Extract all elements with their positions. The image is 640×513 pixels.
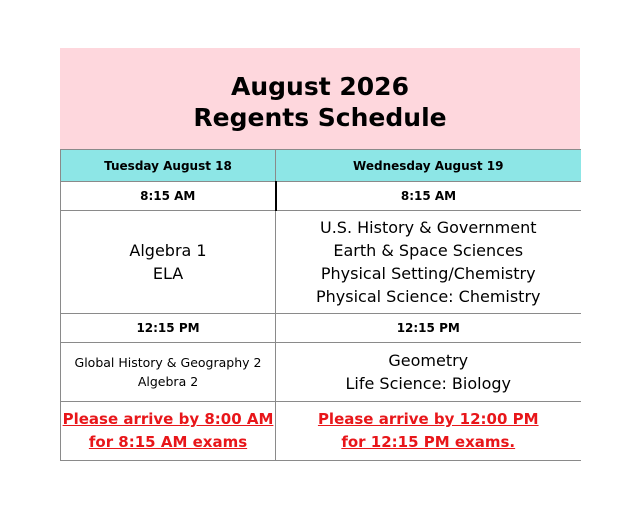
title-line-1: August 2026	[231, 71, 409, 101]
arrival-notice-row	[61, 402, 581, 461]
morning-time-row	[61, 182, 581, 211]
morning-exams-wednesday	[276, 211, 581, 314]
exam-name: Life Science: Biology	[345, 374, 511, 393]
exam-name: Geometry	[388, 351, 469, 370]
afternoon-exams-row	[61, 343, 581, 402]
morning-time-wednesday: 8:15 AM	[276, 182, 581, 211]
title-banner	[60, 48, 580, 149]
exam-name: Global History & Geography 2	[74, 355, 262, 370]
afternoon-time-wednesday: 12:15 PM	[276, 314, 581, 343]
notice-line: for 12:15 PM exams.	[341, 433, 516, 451]
exam-name: Algebra 2	[137, 374, 199, 389]
notice-line: for 8:15 AM exams	[88, 433, 248, 451]
day-header-row	[61, 150, 581, 182]
afternoon-exams-tuesday	[61, 343, 276, 402]
morning-exams-row	[61, 211, 581, 314]
afternoon-exams-wednesday	[276, 343, 581, 402]
morning-time-tuesday: 8:15 AM	[61, 182, 276, 211]
schedule-sheet	[60, 48, 580, 461]
day-header-tuesday: Tuesday August 18	[61, 150, 276, 182]
arrival-notice-tuesday	[61, 402, 276, 461]
schedule-table	[60, 149, 581, 461]
exam-name: U.S. History & Government	[320, 218, 537, 237]
notice-line: Please arrive by 8:00 AM	[62, 410, 274, 428]
afternoon-time-row	[61, 314, 581, 343]
morning-exams-tuesday	[61, 211, 276, 314]
exam-name: Earth & Space Sciences	[333, 241, 524, 260]
afternoon-time-tuesday: 12:15 PM	[61, 314, 276, 343]
exam-name: ELA	[152, 264, 184, 283]
title-line-2: Regents Schedule	[193, 102, 447, 132]
day-header-wednesday: Wednesday August 19	[276, 150, 581, 182]
arrival-notice-wednesday	[276, 402, 581, 461]
exam-name: Physical Setting/Chemistry	[320, 264, 536, 283]
notice-line: Please arrive by 12:00 PM	[317, 410, 539, 428]
exam-name: Physical Science: Chemistry	[315, 287, 541, 306]
exam-name: Algebra 1	[129, 241, 207, 260]
